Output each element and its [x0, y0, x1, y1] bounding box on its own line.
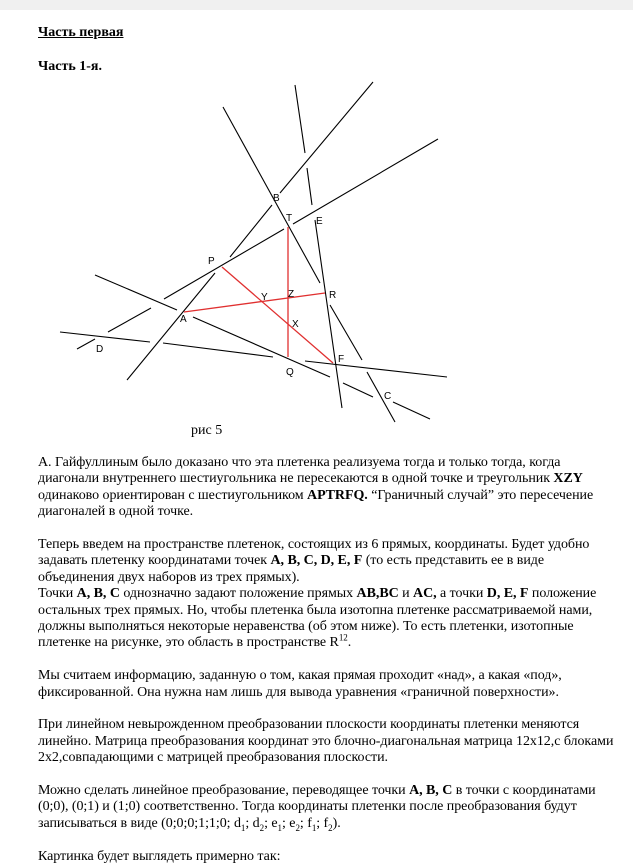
line-E	[295, 85, 345, 408]
text-segment: 1	[311, 822, 317, 833]
paragraph	[38, 586, 616, 652]
bold-text: AC,	[413, 586, 437, 602]
paragraph	[38, 668, 616, 701]
diagonal-PF	[222, 267, 333, 363]
label-B: B	[273, 193, 280, 204]
bold-text: AB,BC	[356, 586, 399, 602]
text-segment: ; f	[316, 815, 329, 831]
bold-text: A, B, C	[409, 783, 453, 799]
text-segment: Точки	[38, 586, 77, 602]
label-F: F	[338, 354, 345, 365]
text-segment: ; d	[245, 815, 260, 831]
text-segment: Теперь введем на пространстве плетенок, состоящих из 6 прямых, координаты. Будет удобно задавать плетенку координатами точек	[38, 537, 590, 569]
paragraph	[38, 717, 616, 766]
label-X: X	[292, 319, 299, 330]
text-segment: При линейном невырожденном преобразовании плоскости координаты плетенки меняются линейно. Матрица преобразования координат это блочно-диагональная матрица 12x12,с блоками 2x2,совпадающими с матрицей преобразования плоскости.	[38, 717, 614, 766]
text-segment: и	[398, 586, 414, 602]
text-segment: А. Гайфуллиным было доказано что эта плетенка реализуема тогда и только тогда, когда диагонали внутреннего шестиугольника не пересекаются в одной точке и треугольник	[38, 455, 561, 487]
text-segment: 12	[338, 632, 348, 643]
text-segment: 2	[328, 822, 333, 833]
text-segment: однозначно задают положение прямых	[119, 586, 357, 602]
text-segment: в точки с координатами (0;0), (0;1) и (1;0) соответственно. Тогда координаты плетенки после преобразования будут записываться в виде (0;0;0;1;1;0; d	[38, 783, 596, 831]
text-segment: 1	[277, 822, 282, 833]
paragraph	[38, 455, 616, 521]
text-segment: Мы считаем информацию, заданную о том, какая прямая проходит «над», а какая «под», фиксированной. Она нужна нам лишь для вывода уравнения «граничной поверхности».	[38, 668, 562, 700]
text-segment: ; e	[264, 815, 278, 831]
bold-text: D, E, F	[486, 586, 529, 602]
text-segment: Можно сделать линейное преобразование, переводящее точки	[38, 783, 410, 799]
text-segment: ; f	[299, 815, 312, 831]
label-C: C	[384, 391, 392, 402]
text-segment: 1	[240, 822, 246, 833]
paragraph	[38, 537, 616, 586]
text-segment: ).	[332, 815, 341, 831]
text-segment: Картинка будет выглядеть примерно так:	[38, 848, 281, 864]
text-segment: а точки	[436, 586, 487, 602]
black-lines	[60, 82, 447, 422]
text-segment: .	[347, 635, 352, 651]
label-Z: Z	[288, 289, 295, 300]
label-A: A	[180, 314, 187, 325]
paragraph	[38, 849, 616, 865]
heading-part-1: Часть 1-я.	[38, 59, 103, 74]
label-Y: Y	[261, 292, 268, 303]
label-Q: Q	[286, 367, 294, 378]
label-D: D	[96, 344, 104, 355]
text-segment: ; e	[281, 815, 296, 831]
red-diagonals	[184, 227, 333, 363]
line-B-down	[127, 82, 373, 380]
bold-text: APTRFQ.	[307, 487, 368, 503]
bold-text: A, B, C, D, E, F	[270, 553, 363, 569]
label-E: E	[316, 216, 323, 227]
text-segment: 2	[295, 822, 300, 833]
label-T: T	[286, 213, 293, 224]
label-P: P	[208, 256, 215, 267]
bold-text: A, B, C	[76, 586, 120, 602]
paragraph	[38, 783, 616, 832]
text-segment: 2	[259, 822, 265, 833]
label-R: R	[329, 290, 337, 301]
text-segment: “Граничный случай” это пересечение диагоналей в одной точке.	[38, 487, 594, 520]
bold-text: XZY	[553, 471, 583, 487]
heading-part-one: Часть первая	[38, 25, 124, 40]
line-DF	[60, 332, 447, 377]
text-segment: одинаково ориентирован с шестиугольником	[38, 487, 308, 503]
figure-caption: рис 5	[191, 423, 223, 438]
body-text	[38, 455, 616, 865]
text-segment: (то есть представить ее в виде объединения двух наборов из трех прямых).	[38, 553, 545, 585]
text-segment: положение остальных трех прямых. Но, чтобы плетенка была изотопна плетенке рассматриваемой нами, должны выполняться некоторые неравенства (об этом ниже). То есть плетенки, изотопные плетенке на рисунке, это область в пространстве R	[38, 586, 597, 651]
